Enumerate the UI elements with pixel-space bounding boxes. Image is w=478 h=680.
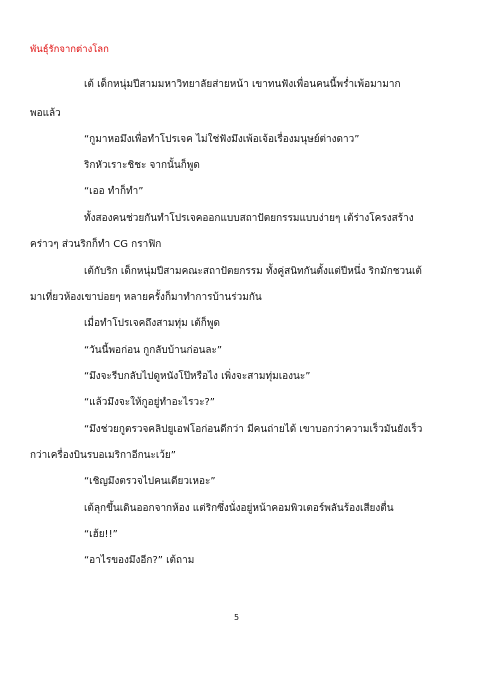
page-number: 5 — [234, 613, 240, 622]
paragraph-line: คร่าวๆ ส่วนริกก็ทำ CG กราฟิก — [30, 239, 162, 250]
chapter-title: พันธุ์รักจากต่างโลก — [30, 44, 109, 55]
paragraph-line: “เฮ้ย!!” — [84, 529, 118, 540]
paragraph-line: “กูมาหอมึงเพื่อทำโปรเจค ไม่ใช่ฟังมึงเพ้อเจ้อเรื่องมนุษย์ต่างดาว” — [84, 134, 360, 145]
paragraph-line: “วันนี้พอก่อน กูกลับบ้านก่อนละ” — [84, 345, 223, 356]
paragraph-line: กว่าเครื่องบินรบอเมริกาอีกนะเว้ย” — [30, 450, 176, 461]
paragraph-line: มาเที่ยวห้องเขาบ่อยๆ หลายครั้งก็มาทำการบ้านร่วมกัน — [30, 292, 262, 303]
paragraph-line: เต้ เด็กหนุ่มปีสามมหาวิทยาลัยส่ายหน้า เขาทนฟังเพื่อนคนนี้พร่ำเพ้อมามาก — [84, 79, 401, 90]
paragraph-line: ริกหัวเราะชิชะ จากนั้นก็พูด — [84, 160, 200, 171]
paragraph-line: “เชิญมึงตรวจไปคนเดียวเหอะ” — [84, 476, 216, 487]
paragraph-line: ทั้งสองคนช่วยกันทำโปรเจคออกแบบสถาปัตยกรรมแบบง่ายๆ เต้ร่างโครงสร้าง — [84, 213, 414, 224]
paragraph-line: “มึงจะรีบกลับไปดูหนังโป๊หรือไง เพิ่งจะสามทุ่มเองนะ” — [84, 371, 311, 382]
paragraph-line: “อาไรของมึงอีก?” เต้ถาม — [84, 555, 195, 566]
paragraph-line: เมื่อทำโปรเจคถึงสามทุ่ม เต้ก็พูด — [84, 318, 220, 329]
paragraph-line: พอแล้ว — [30, 108, 61, 119]
paragraph-line: เต้ลุกขึ้นเดินออกจากห้อง แต่ริกซึ่งนั่งอยู่หน้าคอมพิวเตอร์พลันร้องเสียงตื่น — [84, 503, 394, 514]
paragraph-line: “มึงช่วยกูตรวจคลิปยูเอฟโอก่อนดีกว่า มีคนถ่ายได้ เขาบอกว่าความเร็วมันยังเร็ว — [84, 424, 423, 435]
paragraph-line: เต้กับริก เด็กหนุ่มปีสามคณะสถาปัตยกรรม ทั้งคู่สนิทกันตั้งแต่ปีหนึ่ง ริกมักชวนเต้ — [84, 266, 422, 277]
paragraph-line: “เออ ทำก็ทำ” — [84, 186, 144, 197]
paragraph-line: “แล้วมึงจะให้กูอยู่ทำอะไรวะ?” — [84, 397, 215, 408]
